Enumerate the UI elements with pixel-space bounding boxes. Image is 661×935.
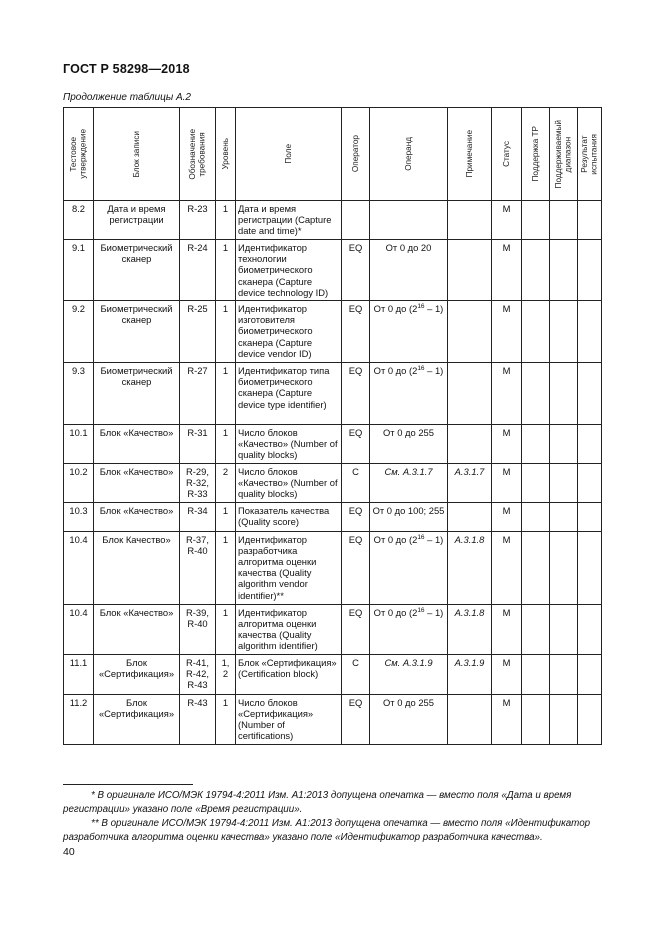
cell-operator: C — [342, 464, 370, 503]
cell-requirement: R-29, R-32, R-33 — [180, 464, 216, 503]
operand-text: От 0 до (2 — [373, 365, 418, 377]
cell-field: Дата и время регистрации (Capture date and time)* — [236, 201, 342, 240]
cell-range — [550, 464, 578, 503]
cell-note: А.3.1.8 — [448, 531, 492, 604]
cell-tp-support — [522, 363, 550, 425]
table-row — [64, 654, 602, 694]
operand-text: От 0 до 20 — [385, 242, 432, 253]
table-header-row — [64, 108, 602, 201]
cell-note — [448, 201, 492, 240]
cell-requirement: R-27 — [180, 363, 216, 425]
col-header-req: Обозначение требования — [180, 108, 216, 201]
cell-range — [550, 425, 578, 464]
cell-requirement: R-25 — [180, 301, 216, 363]
cell-record-block: Блок «Сертификация» — [94, 694, 180, 744]
cell-result — [578, 240, 602, 301]
cell-operand — [370, 531, 448, 604]
cell-level: 1 — [216, 502, 236, 531]
cell-range — [550, 201, 578, 240]
cell-range — [550, 694, 578, 744]
col-header-field: Поле — [236, 108, 342, 201]
operand-suffix: – 1) — [424, 533, 444, 545]
cell-level: 1 — [216, 604, 236, 654]
cell-field: Число блоков «Качество» (Number of quality blocks) — [236, 464, 342, 503]
cell-tp-support — [522, 502, 550, 531]
cell-status: М — [492, 502, 522, 531]
cell-range — [550, 502, 578, 531]
cell-operator: EQ — [342, 694, 370, 744]
cell-note — [448, 363, 492, 425]
cell-status: М — [492, 425, 522, 464]
cell-record-block: Блок «Качество» — [94, 604, 180, 654]
cell-note: А.3.1.7 — [448, 464, 492, 503]
col-header-note: Примечание — [448, 108, 492, 201]
cell-level: 1 — [216, 425, 236, 464]
cell-status: М — [492, 201, 522, 240]
cell-status: М — [492, 531, 522, 604]
cell-status: М — [492, 694, 522, 744]
cell-operand — [370, 201, 448, 240]
cell-tp-support — [522, 240, 550, 301]
col-header-status: Статус — [492, 108, 522, 201]
cell-status: М — [492, 240, 522, 301]
table-caption: Продолжение таблицы А.2 — [63, 92, 191, 103]
operand-text: См. А.3.1.7 — [384, 466, 433, 478]
cell-level: 2 — [216, 464, 236, 503]
cell-requirement: R-41, R-42, R-43 — [180, 654, 216, 694]
cell-level: 1 — [216, 531, 236, 604]
footnote-divider — [63, 784, 193, 785]
cell-tp-support — [522, 464, 550, 503]
cell-operator: EQ — [342, 301, 370, 363]
cell-field: Идентификатор технологии биометрического сканера (Capture device technology ID) — [236, 240, 342, 301]
cell-result — [578, 363, 602, 425]
cell-result — [578, 502, 602, 531]
cell-test-id: 11.2 — [64, 694, 94, 744]
cell-record-block: Биометрический сканер — [94, 240, 180, 301]
table-row — [64, 604, 602, 654]
cell-result — [578, 604, 602, 654]
cell-result — [578, 425, 602, 464]
cell-level: 1, 2 — [216, 654, 236, 694]
cell-operator: EQ — [342, 531, 370, 604]
table-row — [64, 201, 602, 240]
cell-operator: EQ — [342, 604, 370, 654]
operand-suffix: – 1) — [424, 365, 444, 377]
cell-requirement: R-43 — [180, 694, 216, 744]
cell-test-id: 9.2 — [64, 301, 94, 363]
cell-result — [578, 301, 602, 363]
cell-tp-support — [522, 301, 550, 363]
cell-operand — [370, 464, 448, 503]
col-header-level: Уровень — [216, 108, 236, 201]
cell-operand — [370, 502, 448, 531]
col-header-operand: Операнд — [370, 108, 448, 201]
cell-note — [448, 240, 492, 301]
col-header-operator: Оператор — [342, 108, 370, 201]
cell-range — [550, 240, 578, 301]
cell-note — [448, 502, 492, 531]
cell-record-block: Биометрический сканер — [94, 363, 180, 425]
cell-range — [550, 654, 578, 694]
cell-field: Идентификатор типа биометрического сканера (Capture device type identifier) — [236, 363, 342, 425]
footnote-2: ** В оригинале ИСО/МЭК 19794-4:2011 Изм. А1:2013 допущена опечатка — вместо поля «Идентификатор разработчика алгоритма оценки качества» указано поле «Идентификатор разработчика качества». — [63, 818, 591, 843]
col-header-tp-support: Поддержка ТР — [522, 108, 550, 201]
operand-text: От 0 до (2 — [373, 303, 418, 315]
col-header-test: Тестовое утверждение — [64, 108, 94, 201]
cell-tp-support — [522, 604, 550, 654]
footnote-1: * В оригинале ИСО/МЭК 19794-4:2011 Изм. А1:2013 допущена опечатка — вместо поля «Дата и время регистрации» указано поле «Время регистрации». — [63, 790, 572, 815]
operand-exponent: 16 — [417, 302, 425, 310]
cell-field: Идентификатор разработчика алгоритма оценки качества (Quality algorithm vendor identifier)** — [236, 531, 342, 604]
cell-record-block: Блок «Сертификация» — [94, 654, 180, 694]
cell-test-id: 10.1 — [64, 425, 94, 464]
cell-field: Число блоков «Сертификация» (Number of certifications) — [236, 694, 342, 744]
operand-exponent: 16 — [417, 364, 425, 372]
cell-operator: EQ — [342, 502, 370, 531]
cell-range — [550, 363, 578, 425]
requirements-table — [63, 107, 602, 745]
cell-operand — [370, 425, 448, 464]
table-row — [64, 502, 602, 531]
cell-requirement: R-39, R-40 — [180, 604, 216, 654]
operand-text: См. А.3.1.9 — [384, 656, 433, 668]
cell-status: М — [492, 464, 522, 503]
document-header: ГОСТ Р 58298—2018 — [63, 62, 190, 76]
cell-note — [448, 301, 492, 363]
cell-field: Идентификатор изготовителя биометрического сканера (Capture device vendor ID) — [236, 301, 342, 363]
cell-field: Идентификатор алгоритма оценки качества (Quality algorithm identifier) — [236, 604, 342, 654]
cell-operator: EQ — [342, 240, 370, 301]
table-row — [64, 301, 602, 363]
cell-record-block: Блок «Качество» — [94, 464, 180, 503]
cell-requirement: R-24 — [180, 240, 216, 301]
operand-text: От 0 до 255 — [383, 696, 434, 708]
cell-tp-support — [522, 654, 550, 694]
cell-record-block: Блок «Качество» — [94, 425, 180, 464]
operand-suffix: – 1) — [424, 606, 444, 618]
cell-level: 1 — [216, 301, 236, 363]
cell-record-block: Блок Качество» — [94, 531, 180, 604]
cell-status: М — [492, 363, 522, 425]
cell-operator: C — [342, 654, 370, 694]
col-header-range: Поддерживаемый диапазон — [550, 108, 578, 201]
operand-text: От 0 до 255 — [383, 427, 434, 439]
cell-note: А.3.1.9 — [448, 654, 492, 694]
cell-result — [578, 201, 602, 240]
cell-test-id: 10.2 — [64, 464, 94, 503]
operand-exponent: 16 — [417, 533, 425, 541]
cell-field: Блок «Сертификация» (Certification block) — [236, 654, 342, 694]
cell-requirement: R-23 — [180, 201, 216, 240]
cell-tp-support — [522, 201, 550, 240]
col-header-block: Блок записи — [94, 108, 180, 201]
cell-range — [550, 531, 578, 604]
operand-text: От 0 до (2 — [373, 606, 418, 618]
cell-record-block: Блок «Качество» — [94, 502, 180, 531]
table-row — [64, 464, 602, 503]
cell-result — [578, 654, 602, 694]
cell-level: 1 — [216, 694, 236, 744]
table-row — [64, 531, 602, 604]
cell-test-id: 10.4 — [64, 604, 94, 654]
cell-requirement: R-31 — [180, 425, 216, 464]
cell-range — [550, 301, 578, 363]
cell-level: 1 — [216, 240, 236, 301]
cell-result — [578, 464, 602, 503]
cell-record-block: Дата и время регистрации — [94, 201, 180, 240]
operand-suffix: – 1) — [424, 303, 444, 315]
cell-note — [448, 694, 492, 744]
cell-test-id: 8.2 — [64, 201, 94, 240]
cell-operator: EQ — [342, 363, 370, 425]
col-header-result: Результат испытания — [578, 108, 602, 201]
operand-text: От 0 до (2 — [373, 533, 418, 545]
cell-test-id: 9.3 — [64, 363, 94, 425]
cell-range — [550, 604, 578, 654]
table-row — [64, 240, 602, 301]
cell-field: Число блоков «Качество» (Number of quality blocks) — [236, 425, 342, 464]
cell-operand — [370, 363, 448, 425]
cell-note: А.3.1.8 — [448, 604, 492, 654]
cell-test-id: 10.4 — [64, 531, 94, 604]
table-row — [64, 425, 602, 464]
cell-status: М — [492, 604, 522, 654]
cell-tp-support — [522, 694, 550, 744]
cell-requirement: R-37, R-40 — [180, 531, 216, 604]
cell-test-id: 9.1 — [64, 240, 94, 301]
cell-level: 1 — [216, 363, 236, 425]
cell-result — [578, 694, 602, 744]
cell-note — [448, 425, 492, 464]
table-row — [64, 363, 602, 425]
page-number: 40 — [63, 846, 75, 858]
cell-operand — [370, 694, 448, 744]
cell-level: 1 — [216, 201, 236, 240]
cell-test-id: 10.3 — [64, 502, 94, 531]
table-row — [64, 694, 602, 744]
cell-tp-support — [522, 531, 550, 604]
cell-operand — [370, 604, 448, 654]
cell-tp-support — [522, 425, 550, 464]
cell-test-id: 11.1 — [64, 654, 94, 694]
cell-operand — [370, 240, 448, 301]
cell-result — [578, 531, 602, 604]
operand-exponent: 16 — [417, 606, 425, 614]
cell-requirement: R-34 — [180, 502, 216, 531]
cell-field: Показатель качества (Quality score) — [236, 502, 342, 531]
cell-operand — [370, 301, 448, 363]
cell-operand — [370, 654, 448, 694]
cell-status: М — [492, 654, 522, 694]
operand-text: От 0 до 100; 255 — [372, 504, 445, 516]
cell-status: М — [492, 301, 522, 363]
cell-operator: EQ — [342, 425, 370, 464]
cell-operator — [342, 201, 370, 240]
cell-record-block: Биометрический сканер — [94, 301, 180, 363]
